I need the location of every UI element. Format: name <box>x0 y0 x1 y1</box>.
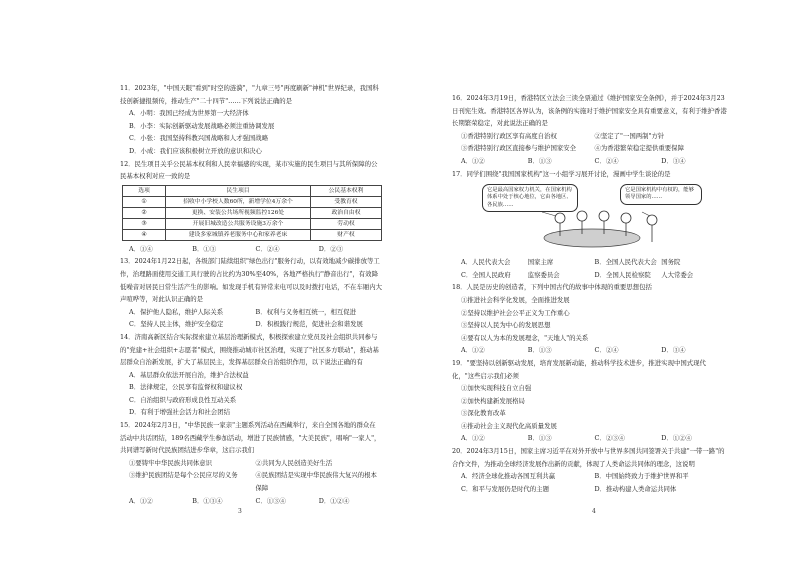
q11-option-a: A．小明：我国已经成为世界第一大经济体 <box>129 109 249 118</box>
q15-statement: ①要铸牢中华民族共同体意识 <box>129 458 213 467</box>
q13-options <box>120 306 382 331</box>
table-header-cell: 公民基本权利 <box>311 185 382 196</box>
q17-option-b-2: 国务院 <box>661 258 681 267</box>
q16-option-b: B．①③ <box>527 156 552 165</box>
q20-option-d: D．推动构建人类命运共同体 <box>594 484 677 493</box>
q18-statement: ①推进社会科学化发展，全面推进发展 <box>461 295 570 304</box>
question-14 <box>120 331 382 419</box>
q16-statement: ②坚定了"一国两制"方针 <box>594 131 665 140</box>
q12-options <box>120 243 382 256</box>
q17-option-c-2: 监察委员会 <box>527 270 560 279</box>
q17-options-row2 <box>452 269 728 282</box>
table-cell: 财产权 <box>311 229 382 240</box>
q15-option-a: A．①② <box>129 496 153 505</box>
q18-statement: ③坚持以人民为中心的发展思想 <box>461 321 551 330</box>
question-18-stem: 18．人民是历史的创造者，下列中国古代的故事中体现的重要思想包括 <box>452 283 652 292</box>
table-cell: ② <box>123 207 166 218</box>
table-header-cell: 选项 <box>123 185 166 196</box>
question-16 <box>452 92 728 168</box>
q16-option-c: C．②④ <box>594 156 619 165</box>
q15-option-b: B．①③④ <box>192 496 223 505</box>
q12-option-a: A．①④ <box>129 244 153 253</box>
q20-options <box>452 470 728 495</box>
left-page <box>120 82 382 507</box>
page-number-right: 4 <box>592 508 596 515</box>
q13-option-d: D．积极践行规范，促进社会和谐发展 <box>255 320 363 329</box>
q17-option-d: D．全国人民检察院 <box>594 270 651 279</box>
q18-statement: ②坚持以维护社会公平正义为工作重心 <box>461 308 570 317</box>
q15-statement: ③维护民族团结是每个公民应尽的义务 <box>129 471 238 480</box>
q18-option-c: C．②④ <box>594 346 619 355</box>
q16-statement: ④为香港繁荣稳定提供重要保障 <box>594 144 684 153</box>
q18-answers <box>452 344 728 357</box>
q13-option-a: A．保护他人隐私，维护人际关系 <box>129 307 224 316</box>
table-cell: 劳动权 <box>311 218 382 229</box>
q18-statement: ④要有以人为本的发展理念，"天地人"的关系 <box>461 333 589 342</box>
q12-option-d: D．②③ <box>318 244 344 253</box>
q17-option-d-2: 人大常委会 <box>661 270 694 279</box>
q17-options-row1 <box>452 256 728 269</box>
q15-answers <box>120 495 382 508</box>
table-cell: 招收中小学校人数60所，新增学位4万余个 <box>166 196 311 207</box>
q14-option-d: D．有利于增强社会活力和社会团结 <box>129 408 230 417</box>
q12-table-header <box>123 185 382 196</box>
q18-option-d: D．③④ <box>661 346 686 355</box>
q16-option-a: A．①② <box>461 156 485 165</box>
question-11 <box>120 82 382 158</box>
q19-option-d: D．①②④ <box>661 434 692 443</box>
table-cell: 开展旧城改造公共服务设施3万余个 <box>166 218 311 229</box>
q11-option-c: C．小张：我国坚持科教兴国战略和人才强国战略 <box>129 134 269 143</box>
table-header-cell: 民生项目 <box>166 185 311 196</box>
q19-option-c: C．②③④ <box>594 434 625 443</box>
q13-option-c: C．坚持人民主体，维护安全稳定 <box>129 320 224 329</box>
q16-statement: ③香港特别行政区直接参与维护国家安全 <box>461 144 577 153</box>
q12-option-b: B．①③ <box>192 244 217 253</box>
question-13-stem: 13．2024年1月22日起，各级部门陆续组织"绿色出行"服务行动，以有效地减少碳排放等工作，治理路面使用交通工具行驶的占比约为30%至40%，各地严格执行"静音出行"，有效降低噪音对居民日常生活产生的影响。如发现手机有异常来电可以及时拨打电话，不在车厢内大声喧哗等，对此认识正确的是 <box>120 257 383 304</box>
q18-option-b: B．①③ <box>527 346 552 355</box>
q19-statement: ④推动社会主义现代化高质量发展 <box>461 421 557 430</box>
question-19 <box>452 357 728 445</box>
q17-option-a: A．人民代表大会 <box>461 258 511 267</box>
q17-cartoon <box>482 182 702 254</box>
q19-option-b: B．①③ <box>527 434 552 443</box>
q18-option-a: A．①② <box>461 346 485 355</box>
table-row <box>123 207 382 218</box>
q16-option-d: D．③④ <box>661 156 686 165</box>
question-17-stem: 17．同学们围绕"我国国家机构"这一小组学习展开讨论，漫画中学生谈论的是 <box>452 169 671 178</box>
q19-statement: ③深化教育改革 <box>461 409 506 418</box>
q19-statement: ②加快构建新发展格局 <box>461 396 525 405</box>
q19-answers <box>452 432 728 445</box>
q17-option-a-2: 国家主席 <box>527 258 554 267</box>
table-row <box>123 229 382 240</box>
question-15-stem: 15．2024年2月3日，"中华民族一家亲"主题系列活动在西藏举行，来自全国各地的群众在活动中共话团结，189名西藏学生参加活动，增进了民族情感，"大美民族"，唱响"一家人"，共同谱写新时代民族团结进步华章，这启示我们 <box>120 421 381 455</box>
q15-statement: ④民族团结是实现中华民族伟大复兴的根本保障 <box>255 471 377 493</box>
q14-option-c: C．自治组织与政府形成良性互动关系 <box>129 395 237 404</box>
q12-table <box>122 185 382 241</box>
q15-option-d: D．①②④ <box>318 496 350 505</box>
q15-statement: ②共同为人民创造美好生活 <box>255 458 333 467</box>
table-cell: 建设多家城镇养老服务中心和家养老床 <box>166 229 311 240</box>
question-14-stem: 14．济南高新区结合实际探索建立基层治理新模式，积极探索建立党员及社会组织共同参与的"党建+社会组织+志愿者"模式，围绕推动城市社区治理，实现了"社区多方联动"，推动基层群众自治新发展，扩大了基层民主，发挥基层群众自治组织作用，以下说法正确的有 <box>120 332 379 367</box>
question-16-stem: 16．2024年3月19日，香港特区立法会三读全票通过《维护国家安全条例》，并于2024年3月23日刊宪生效。香港特区各界认为，该条例的实施对于维护国家安全具有重要意义，有利于维护香港长期繁荣稳定，对此说法正确的是 <box>452 94 727 128</box>
q13-option-b: B．权利与义务相互统一，相互促进 <box>255 307 357 316</box>
q12-option-c: C．②④ <box>255 244 280 253</box>
question-20-stem: 20．2024年3月15日，国家主席习近平在对外开放中与世界多国共同签署关于共建"一带一路"的合作文件，为推动全球经济发展作出新的贡献，体现了人类命运共同体的理念，这说明 <box>452 447 725 468</box>
q15-statements <box>120 457 382 495</box>
q15-option-c: C．①③④ <box>255 496 286 505</box>
table-cell: 更换、安装公共场所视频监控126处 <box>166 207 311 218</box>
students-illustration <box>482 182 702 254</box>
speech-bubble-left: 它是最高国家权力机关，在国家机构体系中处于核心地位，它由各地区、各民族…… <box>482 184 578 212</box>
table-cell: ③ <box>123 218 166 229</box>
question-11-stem: 11．2023年，"中国天眼"看到"时空的涟漪"，"九章三号"再度刷新"神机"世界纪录，我国科技创新捷报频传，推动生产"二十四节"……下列说法正确的是 <box>120 84 379 105</box>
table-row <box>123 196 382 207</box>
question-19-stem: 19．"要坚持以创新驱动发展，培育发展新动能，推动科学技术进步，推进实现中国式现代化，"这些启示我们必须 <box>452 358 706 380</box>
q16-answers <box>452 155 728 168</box>
table-cell: ④ <box>123 229 166 240</box>
q17-option-b: B．全国人民代表大会 <box>594 258 657 267</box>
table-cell: 受教育权 <box>311 196 382 207</box>
table-cell: ① <box>123 196 166 207</box>
table-row <box>123 218 382 229</box>
q19-statement: ①加快实现科技自立自强 <box>461 384 532 393</box>
question-17 <box>452 168 728 282</box>
q14-option-a: A．基层群众依法开展自治，维护合法权益 <box>129 370 249 379</box>
question-18 <box>452 281 728 357</box>
question-15 <box>120 419 382 507</box>
q20-option-c: C．和平与发展仍是时代的主题 <box>461 484 549 493</box>
page-number-left: 3 <box>238 508 242 515</box>
right-page <box>452 92 728 495</box>
q20-option-a: A．经济全球化推动各国互利共赢 <box>461 472 556 481</box>
q14-option-b: B．法律规定，公民享有监督权和建议权 <box>129 383 243 392</box>
q11-option-d: D．小成：我们应该积极树立开放的意识和决心 <box>129 146 262 155</box>
q16-statement: ①香港特别行政区享有高度自治权 <box>461 131 557 140</box>
table-cell: 政治自由权 <box>311 207 382 218</box>
question-13 <box>120 255 382 331</box>
q19-option-a: A．①② <box>461 434 485 443</box>
speech-bubble-right: 它是国家机构中有权的，能够领导国家的…… <box>620 184 702 204</box>
question-12 <box>120 158 382 256</box>
q20-option-b: B．中国始终致力于维护世界和平 <box>594 472 689 481</box>
q16-statements <box>452 130 728 155</box>
q17-option-c: C．全国人民政府 <box>461 270 511 279</box>
question-12-stem: 12．民生项目关乎公民基本权利和人民幸福感的实现，某市实施的民生项目与其所保障的公民基本权利对应一致的是 <box>120 159 378 181</box>
q11-option-b: B．小李：实际创新驱动发展战略必须注重协调发展 <box>129 121 275 130</box>
question-20 <box>452 445 728 495</box>
